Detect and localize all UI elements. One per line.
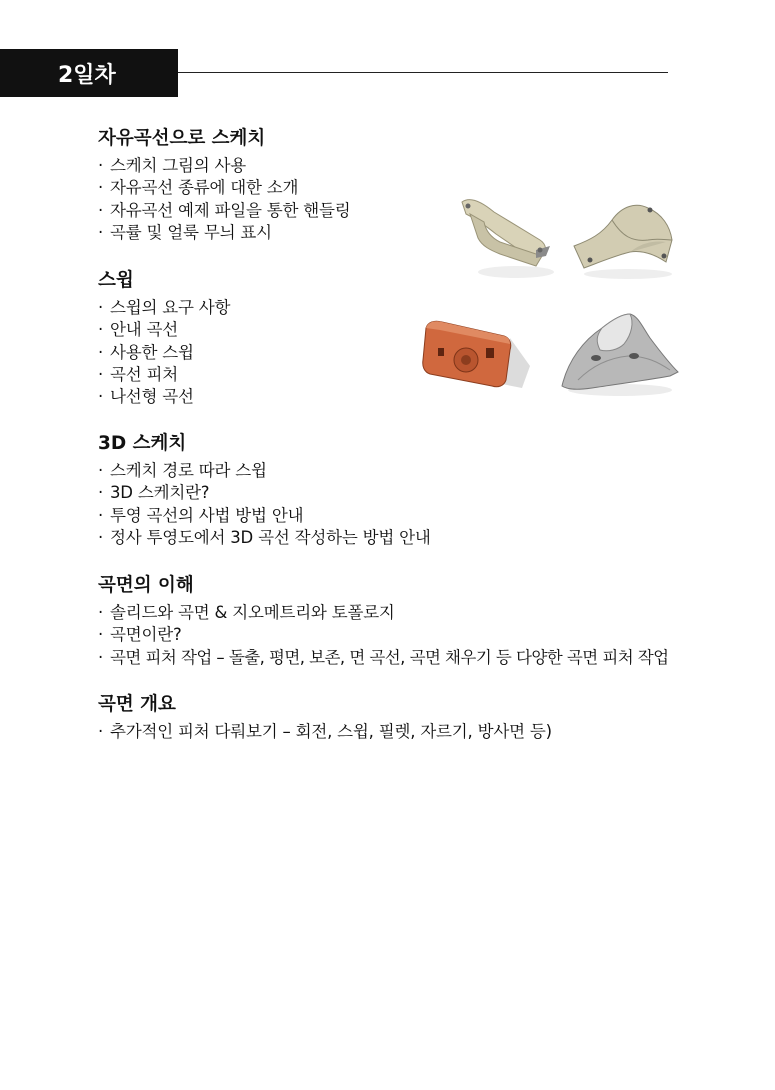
item-text: 추가적인 피처 다뤄보기 – 회전, 스윕, 필렛, 자르기, 방사면 등) — [110, 722, 552, 741]
item-list — [98, 155, 351, 244]
item-text: 자유곡선 종류에 대한 소개 — [110, 178, 299, 198]
section-title: 곡면 개요 — [98, 694, 176, 715]
orange-housing-image — [420, 318, 532, 394]
section-title: 스윕 — [98, 270, 134, 291]
item-text: 자유곡선 예제 파일을 통한 핸들링 — [110, 200, 351, 220]
bullet: · — [98, 342, 104, 362]
bullet: · — [98, 461, 104, 480]
item-list — [98, 602, 669, 669]
item-text: 곡률 및 얼룩 무늬 표시 — [110, 222, 272, 242]
item-list — [98, 721, 552, 743]
item-text: 곡면이란? — [110, 625, 182, 645]
item-text: 솔리드와 곡면 & 지오메트리와 토폴로지 — [110, 603, 395, 622]
bullet: · — [98, 298, 104, 317]
list-item — [98, 386, 230, 408]
bullet: · — [98, 320, 104, 340]
bullet: · — [98, 527, 104, 547]
item-text: 스케치 경로 따라 스윕 — [110, 461, 267, 480]
header-divider — [178, 72, 668, 73]
list-item — [98, 222, 351, 244]
section-title: 자유곡선으로 스케치 — [98, 128, 266, 149]
list-item — [98, 155, 351, 177]
bullet: · — [98, 603, 104, 622]
list-item — [98, 527, 431, 549]
bullet: · — [98, 364, 104, 384]
section-sweep — [98, 268, 230, 408]
bullet: · — [98, 647, 103, 667]
list-item — [98, 200, 351, 222]
item-text: 3D 스케치란? — [110, 483, 210, 503]
bullet: · — [98, 387, 104, 407]
handle-part-image — [456, 192, 556, 284]
section-freeform-sketch — [98, 126, 351, 244]
gray-cover-image — [558, 310, 680, 398]
item-text: 곡선 피처 — [110, 364, 179, 384]
item-text: 투영 곡선의 사법 방법 안내 — [110, 505, 304, 525]
bullet: · — [98, 222, 104, 242]
item-text: 정사 투영도에서 3D 곡선 작성하는 방법 안내 — [110, 527, 431, 547]
item-text: 스윕의 요구 사항 — [110, 298, 231, 317]
bullet: · — [98, 722, 104, 741]
list-item — [98, 482, 431, 504]
bullet: · — [98, 200, 104, 220]
item-text: 스케치 그림의 사용 — [110, 156, 247, 175]
day-label: 2일차 — [58, 62, 116, 88]
bullet: · — [98, 483, 104, 503]
day-badge — [0, 49, 178, 97]
item-text: 안내 곡선 — [110, 320, 179, 340]
list-item — [98, 647, 669, 669]
list-item — [98, 177, 351, 199]
section-3d-sketch — [98, 431, 431, 549]
list-item — [98, 319, 230, 341]
item-list — [98, 297, 230, 408]
section-title: 곡면의 이해 — [98, 575, 194, 596]
bullet: · — [98, 156, 104, 175]
item-text: 나선형 곡선 — [110, 387, 194, 407]
section-surface-overview — [98, 692, 552, 743]
bullet: · — [98, 625, 104, 645]
item-list — [98, 460, 431, 549]
bracket-part-image — [570, 200, 678, 282]
list-item — [98, 460, 431, 482]
section-surface-understanding — [98, 573, 669, 669]
list-item — [98, 505, 431, 527]
item-text: 곡면 피처 작업 – 돌출, 평면, 보존, 면 곡선, 곡면 채우기 등 다양한 곡면 피처 작업 — [110, 647, 669, 667]
section-title: 3D 스케치 — [98, 433, 187, 454]
bullet: · — [98, 505, 104, 525]
list-item — [98, 721, 552, 743]
list-item — [98, 342, 230, 364]
list-item — [98, 602, 669, 624]
list-item — [98, 297, 230, 319]
item-text: 사용한 스윕 — [110, 342, 194, 362]
bullet: · — [98, 178, 104, 198]
list-item — [98, 364, 230, 386]
list-item — [98, 624, 669, 646]
